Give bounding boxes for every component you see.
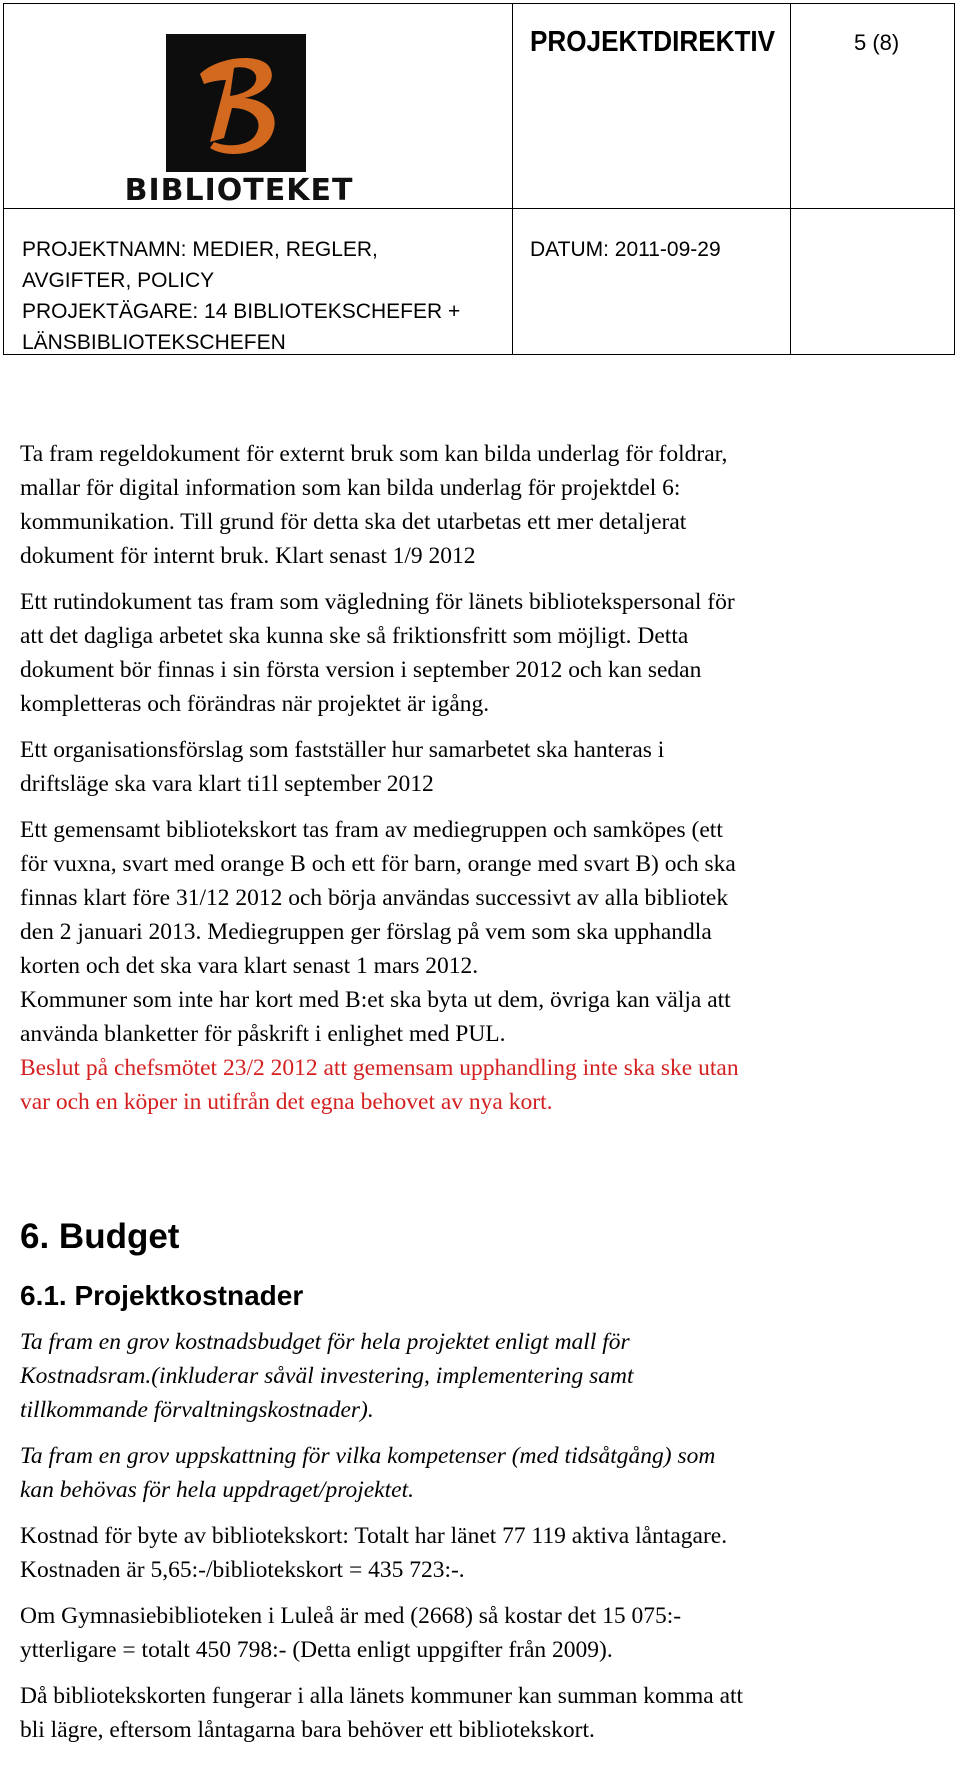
italic-instruction-2: Ta fram en grov uppskattning för vilka kompetenser (med tidsåtgång) som kan behövas för hela uppdraget/projektet. (20, 1443, 716, 1503)
page-number: 5 (8) (854, 30, 900, 55)
column-divider-1 (512, 4, 513, 354)
column-divider-2 (790, 4, 791, 354)
body-text (20, 437, 950, 1119)
paragraph-bibliotekskort: Ett gemensamt bibliotekskort tas fram av mediegruppen och samköpes (ett för vuxna, svart med orange B och ett för barn, orange med svart B) och ska finnas klart före 31/12 2012 och börja användas successivt av alla bibliotek den 2 januari 2013. Mediegruppen ger förslag på vem som ska upphandla korten och det ska vara klart senast 1 mars 2012. (20, 817, 736, 979)
document-date: DATUM: 2011-09-29 (530, 238, 721, 261)
paragraph-summa: Då bibliotekskorten fungerar i alla länets kommuner kan summan komma att bli lägre, eftersom låntagarna bara behöver ett bibliotekskort. (20, 1683, 744, 1743)
budget-section (20, 1325, 950, 1759)
paragraph-kostnad: Kostnad för byte av bibliotekskort: Totalt har länet 77 119 aktiva låntagare. Kostnaden är 5,65:-/bibliotekskort = 435 723:-. (20, 1523, 728, 1583)
header-table (3, 3, 955, 355)
italic-instruction-1: Ta fram en grov kostnadsbudget för hela projektet enligt mall för Kostnadsram.(inkluderar såväl investering, implementering samt tillkommande förvaltningskostnader). (20, 1329, 634, 1423)
paragraph-kommuner: Kommuner som inte har kort med B:et ska byta ut dem, övriga kan välja att använda blanketter för påskrift i enlighet med PUL. (20, 987, 731, 1047)
project-info: PROJEKTNAMN: MEDIER, REGLER, AVGIFTER, POLICY PROJEKTÄGARE: 14 BIBLIOTEKSCHEFER + LÄNSBIBLIOTEKSCHEFEN (22, 238, 461, 354)
section-heading: 6. Budget (20, 1217, 180, 1256)
paragraph-rutindokument: Ett rutindokument tas fram som vägledning för länets bibliotekspersonal för att det dagliga arbetet ska kunna ske så friktionsfritt som möjligt. Detta dokument bör finnas i sin första version i september 2012 och kan sedan kompletteras och förändras när projektet är igång. (20, 589, 735, 717)
paragraph-regeldokument: Ta fram regeldokument för externt bruk som kan bilda underlag för foldrar, mallar för digital information som kan bilda underlag för projektdel 6: kommunikation. Till grund för detta ska det utarbetas ett mer detaljerat dokument för internt bruk. Klart senast 1/9 2012 (20, 441, 728, 569)
subsection-heading: 6.1. Projektkostnader (20, 1280, 304, 1311)
logo-icon (166, 34, 306, 172)
document-title: PROJEKTDIREKTIV (530, 26, 776, 58)
paragraph-organisation: Ett organisationsförslag som fastställer hur samarbetet ska hanteras i driftsläge ska vara klart ti1l september 2012 (20, 737, 665, 797)
red-decision-note: Beslut på chefsmötet 23/2 2012 att gemensam upphandling inte ska ske utan var och en köper in utifrån det egna behovet av nya kort. (20, 1055, 739, 1115)
row-divider (4, 208, 954, 209)
paragraph-gymnasie: Om Gymnasiebiblioteken i Luleå är med (2668) så kostar det 15 075:- ytterligare = totalt 450 798:- (Detta enligt uppgifter från 2009). (20, 1603, 682, 1663)
logo-wordmark: BIBLIOTEKET (124, 173, 354, 208)
